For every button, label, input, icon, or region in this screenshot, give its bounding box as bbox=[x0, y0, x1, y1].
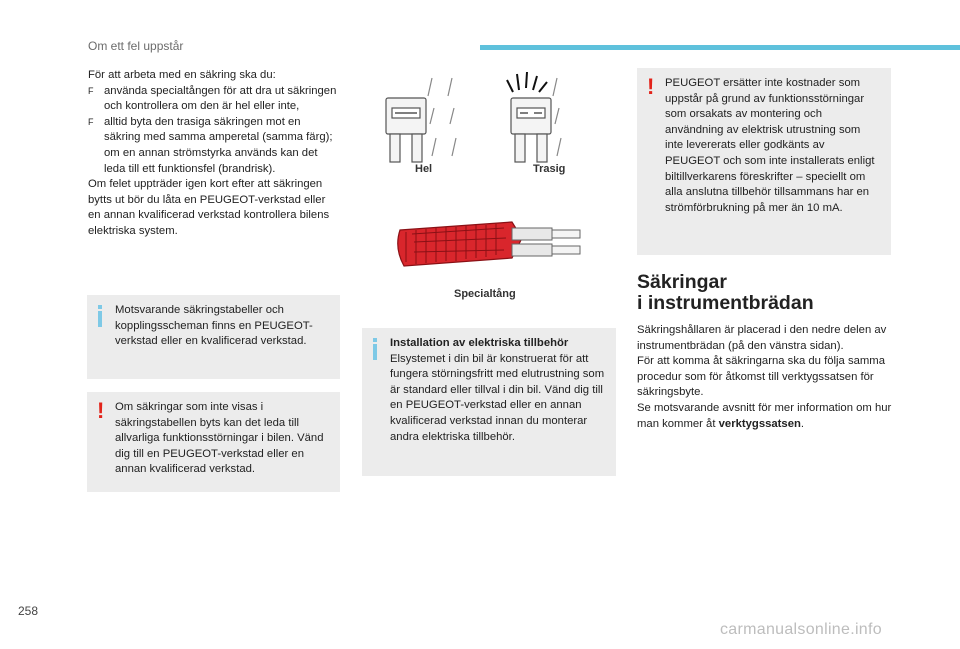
section-title-line1: Säkringar bbox=[637, 271, 727, 293]
info-icon bbox=[372, 338, 378, 360]
warning-box-unlisted-fuses bbox=[87, 392, 340, 492]
info-box-title: Installation av elektriska tillbehör bbox=[390, 337, 569, 349]
bullet-text: använda specialtången för att dra ut säkringen och kontrollera om den är hel eller inte, bbox=[104, 84, 337, 113]
page-number: 258 bbox=[18, 604, 39, 618]
info-box-text: Motsvarande säkringstabeller och kopplingsscheman finns en PEUGEOT-verkstad eller en kvalificerad verkstad. bbox=[115, 304, 313, 348]
watermark: carmanualsonline.info bbox=[720, 621, 882, 638]
intro-paragraph: Om felet uppträder igen kort efter att säkringen bytts ut bör du låta en PEUGEOT-verkstad eller en annan kvalificerad verkstad kontrollera bilens elektriska system. bbox=[88, 178, 330, 237]
fuse-ok-label: Hel bbox=[415, 163, 433, 175]
bullet-glyph: F bbox=[88, 116, 94, 127]
list-item bbox=[88, 84, 338, 115]
intro-lead: För att arbeta med en säkring ska du: bbox=[88, 69, 276, 81]
fuse-puller-tool-illustration bbox=[392, 208, 597, 278]
list-item bbox=[88, 115, 338, 177]
warning-box-text: Om säkringar som inte visas i säkringstabellen byts kan det leda till allvarliga funktionsstörningar i bilen. Vänd dig till en PEUGEOT-verkstad eller en annan kvalificerad verkstad. bbox=[115, 401, 324, 476]
running-header: Om ett fel uppstår bbox=[88, 39, 184, 53]
warning-exclamation-icon: ! bbox=[97, 398, 105, 423]
info-box-electrical-accessories bbox=[362, 328, 616, 476]
intro-text bbox=[88, 68, 338, 240]
section-body bbox=[637, 323, 895, 432]
fuse-puller-icon bbox=[398, 222, 580, 266]
section-title bbox=[637, 272, 814, 314]
section-paragraph bbox=[637, 401, 895, 432]
section-text: . bbox=[800, 417, 805, 430]
toolkit-term: verktygssatsen bbox=[718, 417, 801, 430]
warning-box-text: PEUGEOT ersätter inte kostnader som uppstår på grund av funktionsstörningar som orsakats av montering och användning av elektrisk utrustning som inte levererats eller godkänts av PEUGEOT och som inte installerats enligt biltillverkarens föreskrifter – speciellt om alla anslutna tillbehör tillsammans har en strömförbrukning på mer än 10 mA. bbox=[665, 77, 875, 214]
section-title-line2: i instrumentbrädan bbox=[637, 292, 814, 314]
bullet-glyph: F bbox=[88, 85, 94, 96]
info-box-fuse-tables bbox=[87, 295, 340, 379]
bullet-text: alltid byta den trasiga säkringen mot en säkring med samma amperetal (samma färg); om en annan strömstyrka används kan det leda till ett funktionsfel (brandrisk). bbox=[104, 115, 333, 175]
fuse-ok-icon bbox=[386, 78, 436, 162]
info-box-text: Elsystemet i din bil är konstruerat för att fungera störningsfritt med elutrustning som är standard eller tillval i din bil. Vänd dig till en PEUGEOT-verkstad eller en annan kvalificerad verkstad innan du monterar andra elektriska tillbehör. bbox=[390, 352, 605, 443]
section-text: Se motsvarande avsnitt för mer information om hur man kommer åt bbox=[637, 401, 892, 430]
fuse-broken-label: Trasig bbox=[533, 163, 566, 175]
fuse-puller-label: Specialtång bbox=[454, 288, 516, 300]
info-icon bbox=[97, 305, 103, 327]
header-accent-rule bbox=[480, 45, 960, 50]
warning-exclamation-icon: ! bbox=[647, 74, 655, 99]
warning-box-peugeot-liability bbox=[637, 68, 891, 255]
section-paragraph: För att komma åt säkringarna ska du följa samma procedur som för åtkomst till verktygssatsen för säkringsbyte. bbox=[637, 355, 886, 399]
section-paragraph: Säkringshållaren är placerad i den nedre delen av instrumentbrädan (på den vänstra sidan). bbox=[637, 324, 887, 352]
fuse-comparison-illustration bbox=[372, 68, 612, 178]
fuse-broken-icon bbox=[507, 72, 561, 162]
